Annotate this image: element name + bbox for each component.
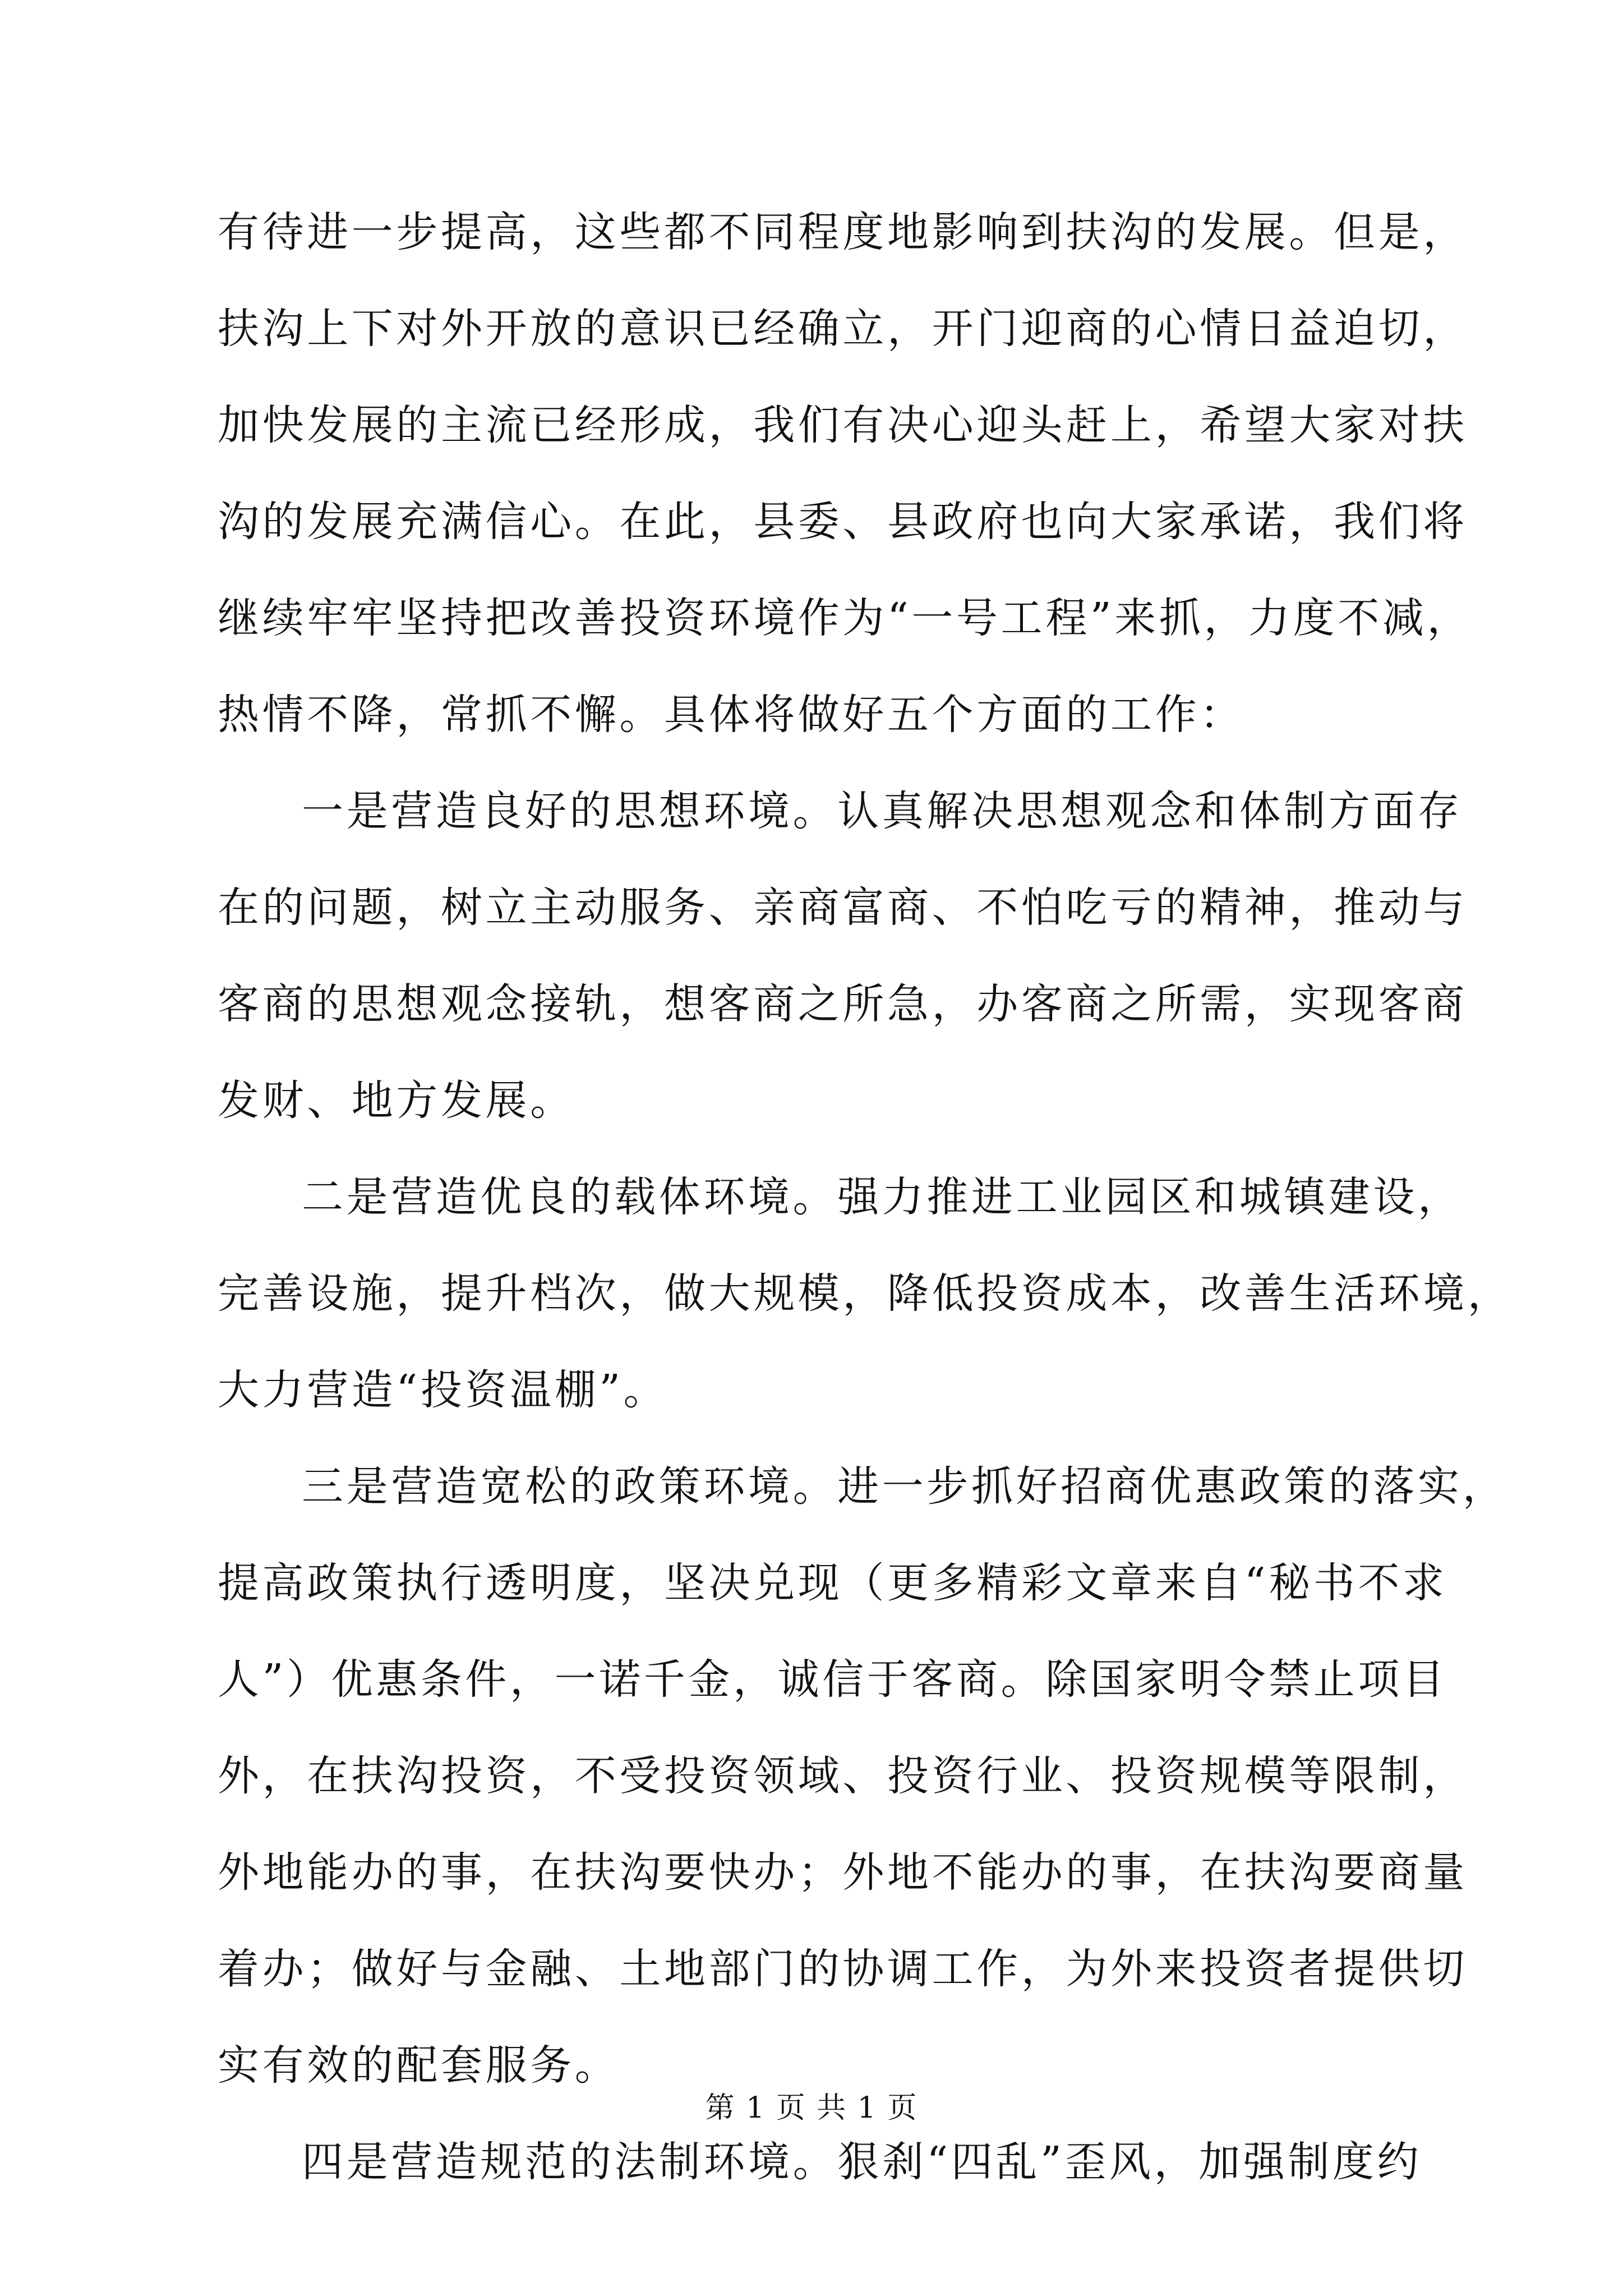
page-footer: 第 1 页 共 1 页 <box>705 2091 918 2125</box>
text-line: 完善设施，提升档次，做大规模，降低投资成本，改善生活环境， <box>218 1269 1513 1318</box>
paragraph-three-start: 三是营造宽松的政策环境。进一步抓好招商优惠政策的落实， <box>302 1462 1507 1511</box>
text-line: 在的问题，树立主动服务、亲商富商、不怕吃亏的精神，推动与 <box>218 884 1468 932</box>
text-line: 实有效的配套服务。 <box>218 2041 620 2090</box>
text-line: 沟的发展充满信心。在此，县委、县政府也向大家承诺，我们将 <box>218 498 1468 546</box>
text-line: 大力营造“投资温棚”。 <box>218 1366 668 1414</box>
text-line: 人”）优惠条件，一诺千金，诚信于客商。除国家明令禁止项目 <box>218 1655 1447 1704</box>
text-line: 扶沟上下对外开放的意识已经确立，开门迎商的心情日益迫切， <box>218 305 1468 353</box>
text-line: 继续牢牢坚持把改善投资环境作为“一号工程”来抓，力度不减， <box>218 594 1472 642</box>
text-line: 有待进一步提高，这些都不同程度地影响到扶沟的发展。但是， <box>218 208 1468 256</box>
paragraph-four-start: 四是营造规范的法制环境。狠刹“四乱”歪风，加强制度约 <box>302 2138 1422 2186</box>
text-line: 外地能办的事，在扶沟要快办；外地不能办的事，在扶沟要商量 <box>218 1848 1468 1897</box>
paragraph-one-start: 一是营造良好的思想环境。认真解决思想观念和体制方面存 <box>302 787 1463 835</box>
text-line: 外，在扶沟投资，不受投资领域、投资行业、投资规模等限制， <box>218 1752 1468 1800</box>
text-line: 发财、地方发展。 <box>218 1076 575 1125</box>
text-line: 提高政策执行透明度，坚决兑现（更多精彩文章来自“秘书不求 <box>218 1559 1447 1607</box>
text-line: 热情不降，常抓不懈。具体将做好五个方面的工作： <box>218 691 1244 739</box>
document-body <box>218 184 1513 2210</box>
paragraph-two-start: 二是营造优良的载体环境。强力推进工业园区和城镇建设， <box>302 1173 1463 1221</box>
text-line: 客商的思想观念接轨，想客商之所急，办客商之所需，实现客商 <box>218 980 1468 1028</box>
text-line: 加快发展的主流已经形成，我们有决心迎头赶上，希望大家对扶 <box>218 401 1468 449</box>
text-line: 着办；做好与金融、土地部门的协调工作，为外来投资者提供切 <box>218 1945 1468 1993</box>
